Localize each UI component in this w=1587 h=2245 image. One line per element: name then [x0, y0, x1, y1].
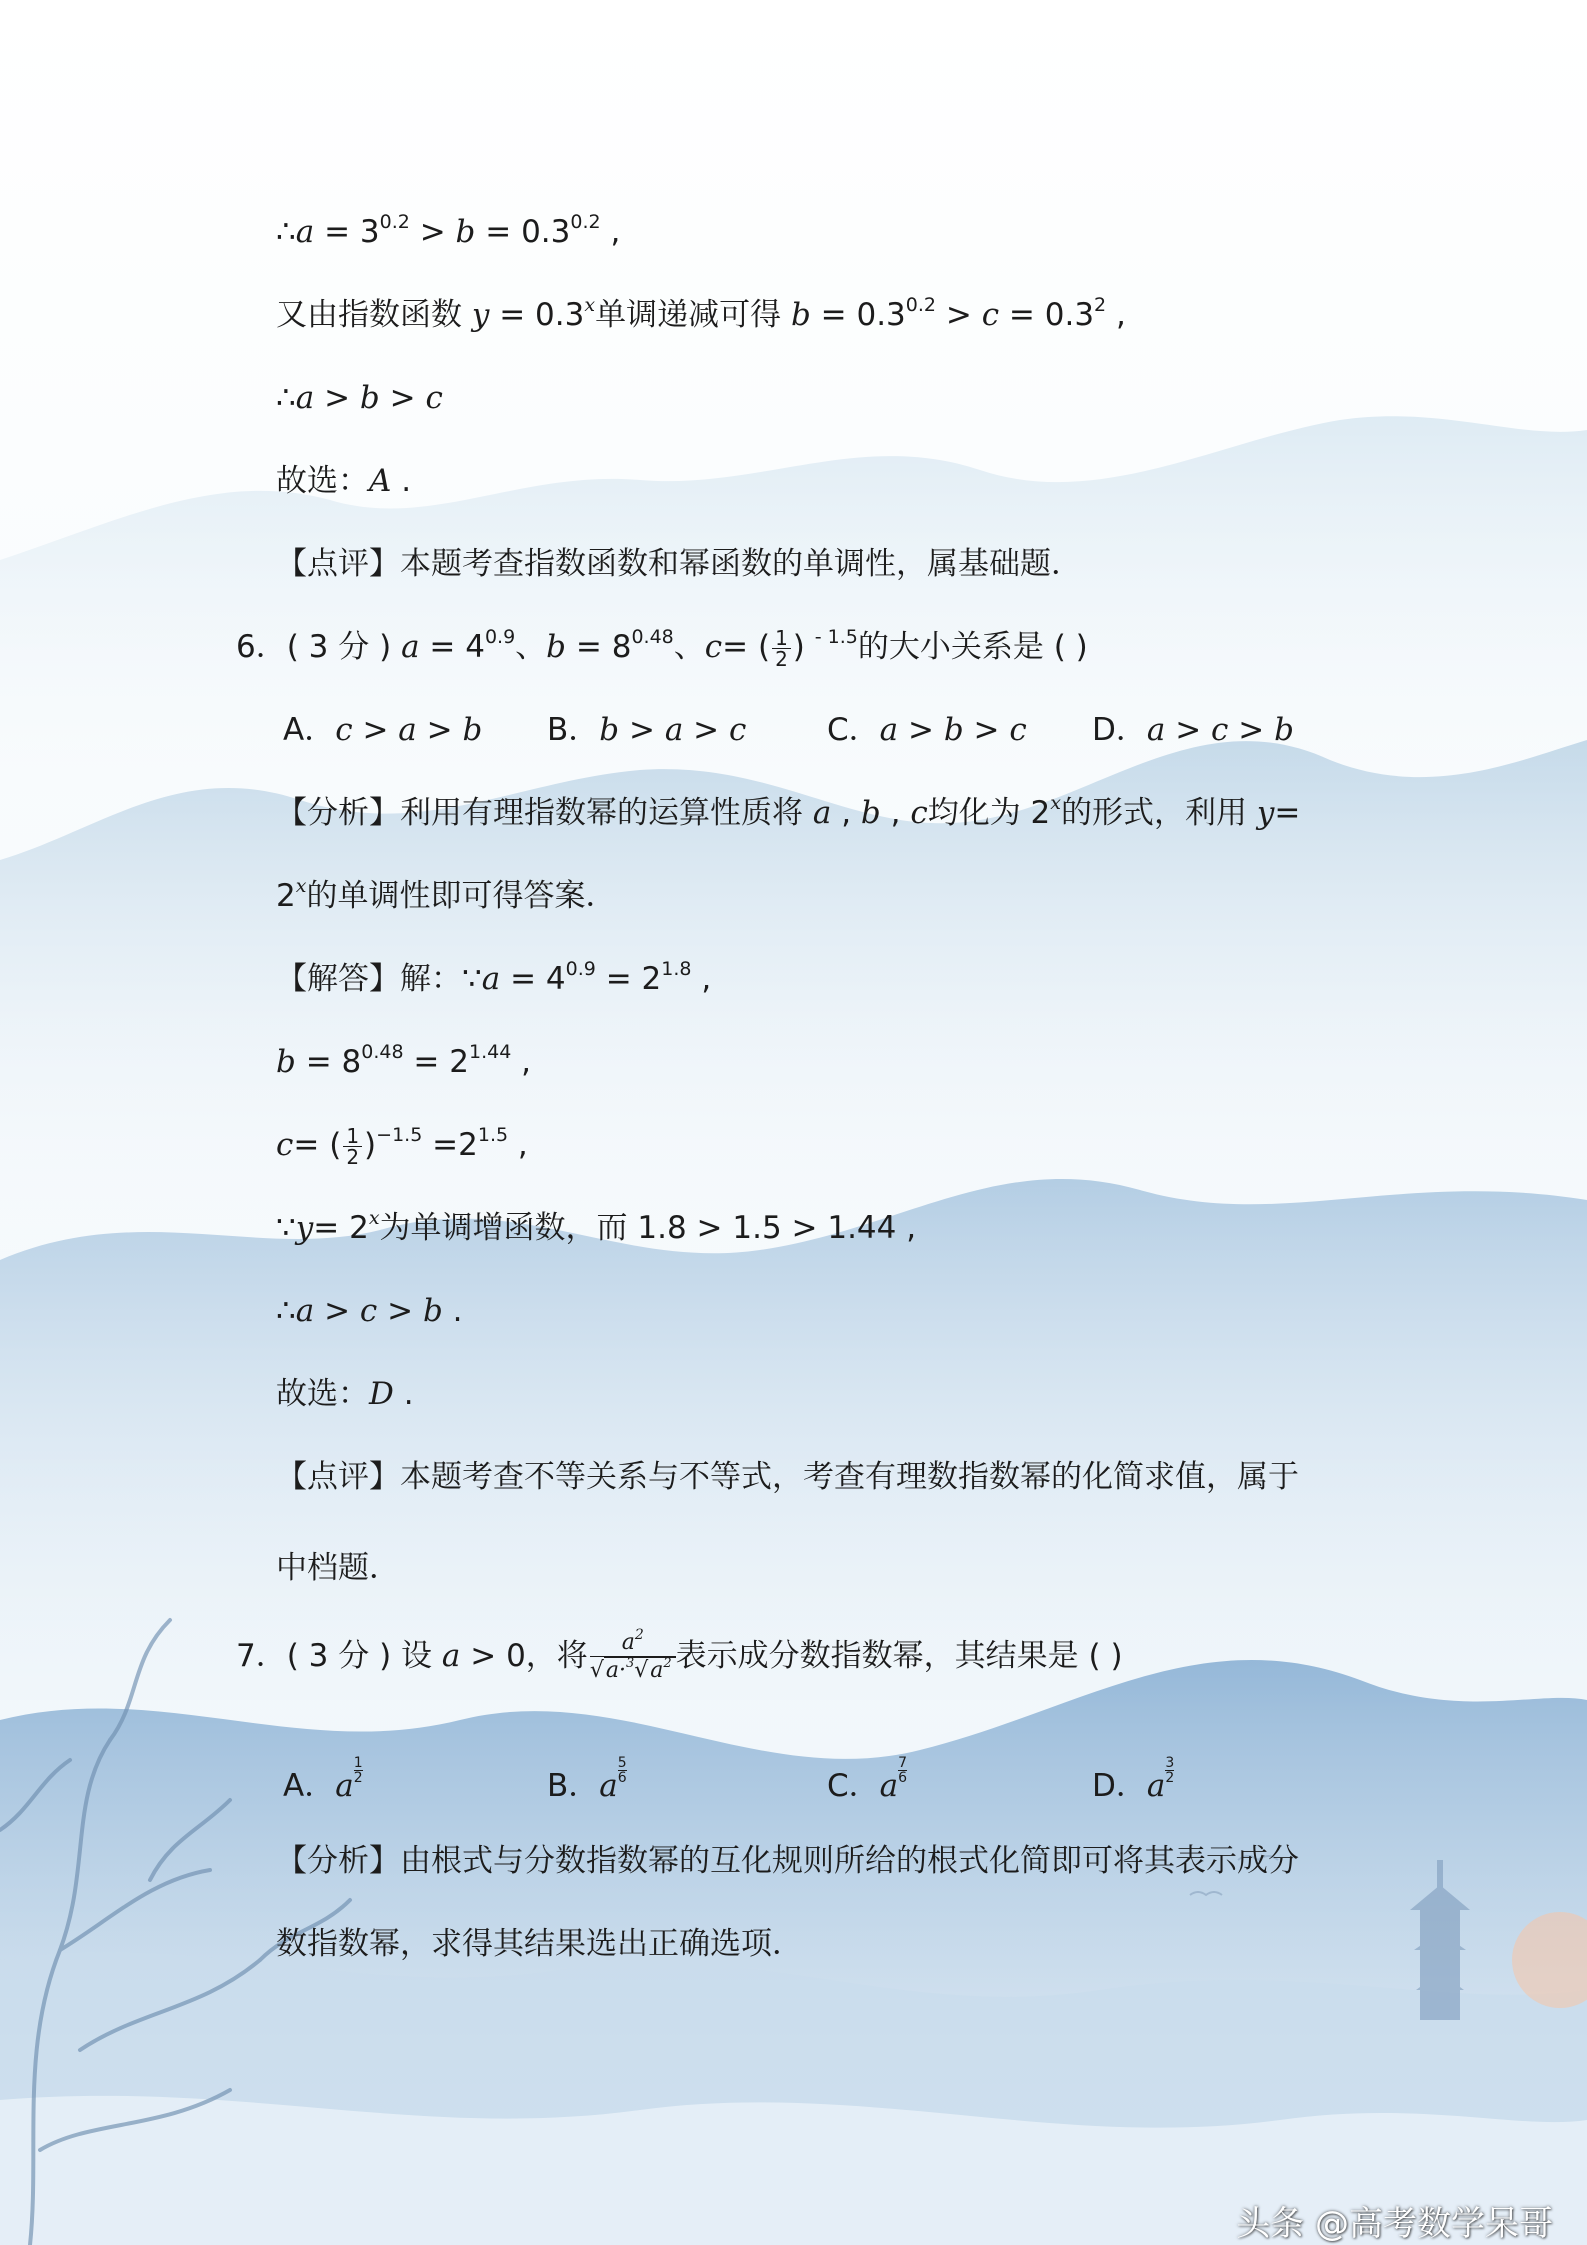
question-6: 6．( 3 分 ) $a = 4^{0.9}$、$b = 8^{0.48}$、c= ( $\frac{1}{2}$ ) $^{- 1.5}$的大小关系是 ( )	[236, 626, 1088, 671]
question-suffix: 表示成分数指数幂，其结果是 ( )	[675, 1638, 1123, 1674]
solution-line-1: ∴a = $3^{0.2} > b = 0.3^{0.2}$ ,	[276, 211, 621, 250]
question-7: 7．( 3 分 ) 设 a > 0，将 $\frac{a^2}{√a\cdot^3√a^2}$ 表示成分数指数幂，其结果是 ( )	[236, 1627, 1123, 1683]
exponent-fraction: $\frac{7}{6}$	[898, 1755, 908, 1786]
review-q6-line-2: 中档题．	[276, 1550, 400, 1586]
review-q5: 【点评】本题考查指数函数和幂函数的单调性，属基础题．	[276, 546, 1082, 582]
text-span: 单调递减可得	[595, 297, 782, 333]
question-number: 7．( 3 分 ) 设	[236, 1638, 433, 1674]
q6-option-d[interactable]: D．a > c > b	[1092, 712, 1294, 748]
answer-line-q5: 故选：A .	[276, 463, 412, 499]
q6-option-b[interactable]: B．b > a > c	[547, 712, 747, 748]
q7-analysis-line-2: 数指数幂，求得其结果选出正确选项．	[276, 1926, 803, 1962]
source-watermark: 头条 @高考数学呆哥	[1236, 2204, 1553, 2244]
q6-analysis-line-2: 2$^x$的单调性即可得答案．	[276, 875, 617, 914]
text-span: 又由指数函数	[276, 297, 462, 333]
text-span: 【分析】利用有理指数幂的运算性质将	[276, 795, 803, 831]
q6-solution-line-1: 【解答】解：∵a = $4^{0.9} = 2^{1.8}$ ,	[276, 958, 712, 997]
answer-line-q6: 故选：D .	[276, 1376, 414, 1412]
exponent-fraction: $\frac{5}{6}$	[617, 1755, 627, 1786]
q6-analysis-line-1: 【分析】利用有理指数幂的运算性质将 a , b , c均化为 2$^x$的形式，利用 y=	[276, 792, 1301, 831]
q6-option-a[interactable]: A．c > a > b	[283, 712, 483, 748]
solution-line-3: ∴a > b > c	[276, 380, 443, 416]
exponent-fraction: $\frac{3}{2}$	[1165, 1755, 1175, 1786]
option-label: B．	[547, 1768, 600, 1804]
solution-label: 【解答】解：	[276, 961, 462, 997]
q7-option-c[interactable]: C．a $\frac{7}{6}$	[827, 1755, 908, 1804]
text-span: 均化为	[927, 795, 1021, 831]
answer-letter: D	[369, 1376, 394, 1412]
answer-letter: A	[369, 463, 392, 499]
q7-option-b[interactable]: B．a $\frac{5}{6}$	[547, 1755, 627, 1804]
option-label: A．	[283, 1768, 336, 1804]
q7-option-d[interactable]: D．a $\frac{3}{2}$	[1092, 1755, 1175, 1804]
option-label: C．	[827, 1768, 880, 1804]
text-span: 为单调增函数，而 1.8 > 1.5 > 1.44 ,	[379, 1210, 917, 1246]
q6-option-c[interactable]: C．a > b > c	[827, 712, 1027, 748]
exponent-fraction: $\frac{1}{2}$	[353, 1755, 363, 1786]
fraction-half: $\frac{1}{2}$	[343, 1126, 362, 1167]
text-span: 的形式，利用	[1061, 795, 1247, 831]
q6-solution-line-3: c= ( $\frac{1}{2}$ )$^{-1.5} =2^{1.5}$ ,	[276, 1124, 528, 1169]
answer-prefix: 故选：	[276, 463, 369, 499]
q7-option-a[interactable]: A．a $\frac{1}{2}$	[283, 1755, 363, 1804]
q6-solution-line-2: $b = 8^{0.48} = 2^{1.44}$ ,	[276, 1041, 532, 1080]
text-span: 的单调性即可得答案．	[306, 878, 617, 914]
q6-solution-line-4: ∵y= $2^x$为单调增函数，而 1.8 > 1.5 > 1.44 ,	[276, 1207, 917, 1246]
question-number: 6．( 3 分 )	[236, 629, 392, 665]
answer-prefix: 故选：	[276, 1376, 369, 1412]
option-label: D．	[1092, 1768, 1147, 1804]
review-q6-line-1: 【点评】本题考查不等关系与不等式，考查有理数指数幂的化简求值，属于	[276, 1459, 1299, 1495]
question-suffix: 的大小关系是 ( )	[857, 629, 1088, 665]
q7-analysis-line-1: 【分析】由根式与分数指数幂的互化规则所给的根式化简即可将其表示成分	[276, 1843, 1299, 1879]
q6-conclusion: ∴a > c > b .	[276, 1293, 463, 1329]
radical-fraction: $\frac{a^2}{√a\cdot^3√a^2}$	[590, 1630, 676, 1685]
solution-line-2: 又由指数函数 $y = 0.3^x$单调递减可得 $b = 0.3^{0.2} > c = 0.3^2$ ,	[276, 294, 1126, 333]
fraction-half: $\frac{1}{2}$	[772, 628, 791, 669]
